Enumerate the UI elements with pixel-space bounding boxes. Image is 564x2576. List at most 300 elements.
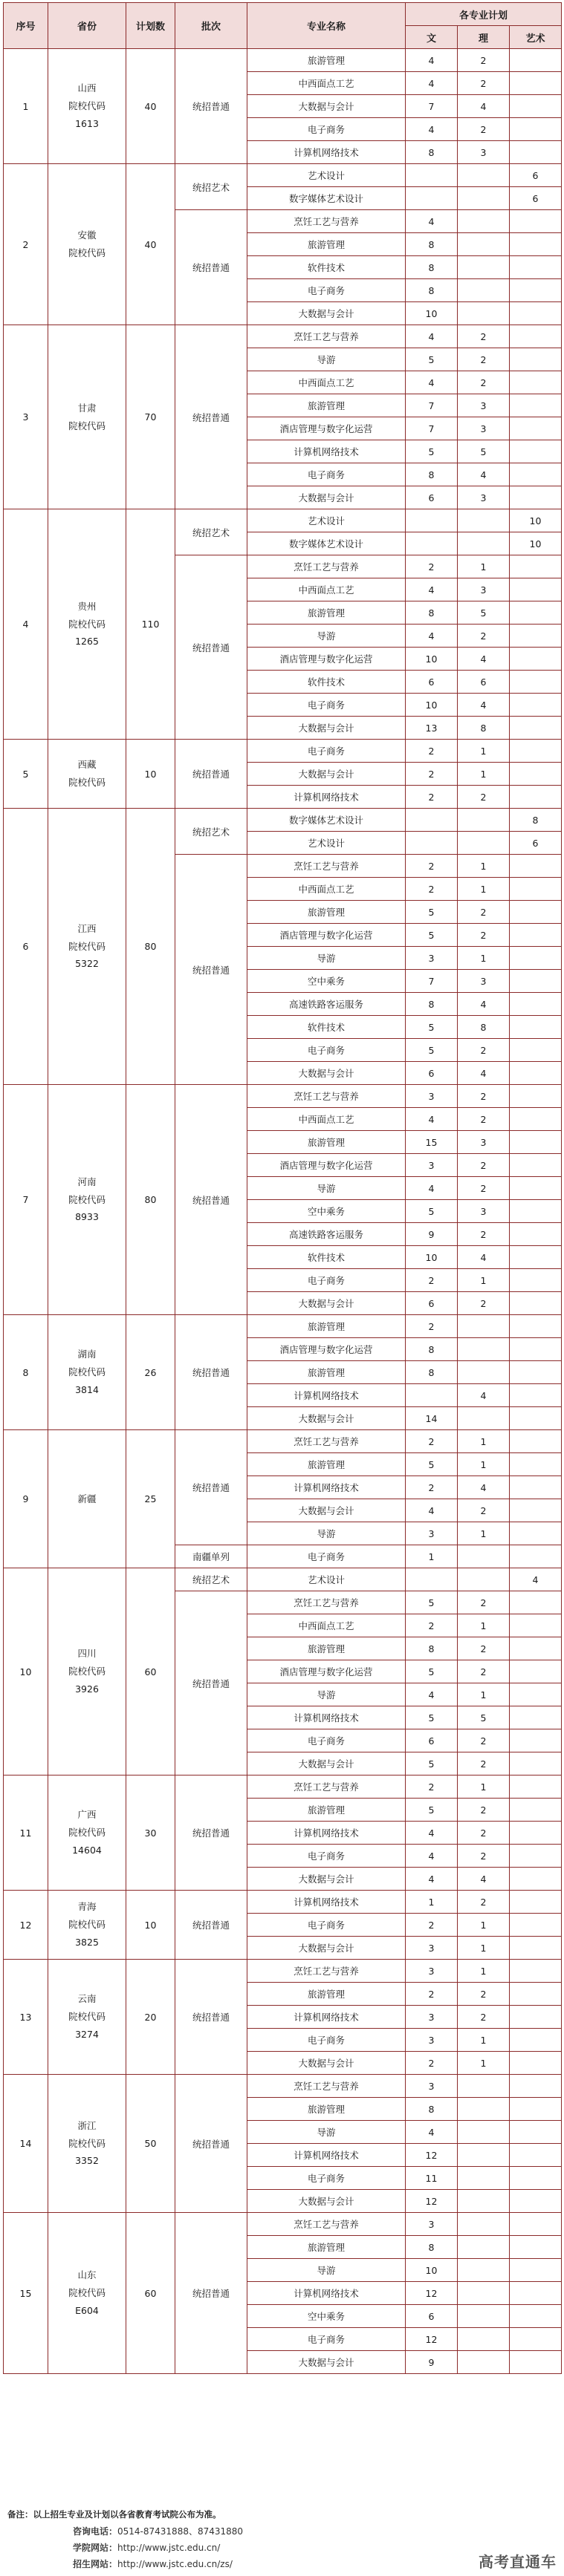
major-cell: 旅游管理 [247,2098,406,2121]
art-count-cell [510,1154,562,1177]
wen-count-cell: 8 [406,279,458,302]
li-count-cell [458,2282,510,2305]
art-count-cell [510,118,562,141]
li-count-cell: 2 [458,924,510,947]
wen-count-cell: 8 [406,993,458,1016]
province-cell [48,164,126,325]
header-province: 省份 [48,3,126,49]
header-seq: 序号 [4,3,48,49]
li-count-cell: 2 [458,2006,510,2029]
art-count-cell [510,1223,562,1246]
province-province: 新疆 [77,1493,97,1504]
art-count-cell [510,2305,562,2328]
art-count-cell [510,671,562,694]
art-count-cell: 10 [510,509,562,532]
table-row [4,325,562,348]
province-cell [48,1568,126,1776]
art-count-cell [510,1062,562,1085]
li-count-cell: 4 [458,463,510,486]
wen-count-cell: 4 [406,1683,458,1706]
art-count-cell [510,555,562,578]
major-cell: 旅游管理 [247,233,406,256]
table-row [4,1776,562,1799]
wen-count-cell: 5 [406,348,458,371]
major-cell: 大数据与会计 [247,2351,406,2374]
art-count-cell [510,394,562,417]
footer-note: 备注：以上招生专业及计划以各省教育考试院公布为准。 [7,2509,221,2520]
art-count-cell [510,1868,562,1891]
art-count-cell: 8 [510,809,562,832]
li-count-cell: 4 [458,1476,510,1499]
art-count-cell [510,625,562,648]
li-count-cell [458,1407,510,1430]
major-cell: 烹饪工艺与营养 [247,210,406,233]
li-count-cell [458,1568,510,1591]
li-count-cell: 5 [458,440,510,463]
wen-count-cell: 8 [406,1637,458,1660]
major-cell: 计算机网络技术 [247,440,406,463]
art-count-cell [510,1960,562,1983]
wen-count-cell: 12 [406,2282,458,2305]
li-count-cell: 1 [458,763,510,786]
wen-count-cell: 10 [406,648,458,671]
art-count-cell [510,1384,562,1407]
wen-count-cell: 2 [406,1430,458,1453]
batch-cell: 统招普通 [175,1960,247,2075]
major-cell: 大数据与会计 [247,1937,406,1960]
wen-count-cell: 8 [406,463,458,486]
art-count-cell [510,95,562,118]
major-cell: 旅游管理 [247,1799,406,1822]
wen-count-cell: 3 [406,1522,458,1545]
art-count-cell [510,1660,562,1683]
footer-site-line [73,2541,220,2554]
wen-count-cell: 5 [406,1591,458,1614]
major-cell: 电子商务 [247,2029,406,2052]
li-count-cell: 3 [458,486,510,509]
li-count-cell [458,509,510,532]
header-wen: 文 [406,26,458,49]
wen-count-cell: 3 [406,2075,458,2098]
li-count-cell: 1 [458,1960,510,1983]
li-count-cell: 2 [458,1108,510,1131]
li-count-cell [458,2305,510,2328]
wen-count-cell: 5 [406,1799,458,1822]
major-cell: 大数据与会计 [247,2190,406,2213]
wen-count-cell: 5 [406,901,458,924]
wen-count-cell: 5 [406,1660,458,1683]
wen-count-cell: 8 [406,1338,458,1361]
batch-cell: 统招普通 [175,555,247,740]
art-count-cell [510,49,562,72]
major-cell: 空中乘务 [247,1200,406,1223]
li-count-cell: 2 [458,1223,510,1246]
li-count-cell [458,2351,510,2374]
art-count-cell [510,2259,562,2282]
footer-site-link[interactable]: http://www.jstc.edu.cn/ [117,2543,221,2553]
wen-count-cell: 4 [406,2121,458,2144]
header-per-major-plan: 各专业计划 [406,3,562,26]
art-count-cell [510,1983,562,2006]
major-cell: 电子商务 [247,2167,406,2190]
province-code: 3814 [75,1383,99,1395]
wen-count-cell: 5 [406,1752,458,1776]
province-cell [48,809,126,1085]
wen-count-cell: 3 [406,947,458,970]
wen-count-cell: 4 [406,371,458,394]
major-cell: 电子商务 [247,463,406,486]
wen-count-cell: 4 [406,578,458,601]
art-count-cell [510,1937,562,1960]
li-count-cell: 2 [458,625,510,648]
art-count-cell [510,463,562,486]
art-count-cell [510,694,562,717]
province-province: 湖南 [77,1349,97,1360]
table-row [4,164,562,187]
li-count-cell: 4 [458,1246,510,1269]
wen-count-cell: 4 [406,49,458,72]
seq-cell: 3 [4,325,48,509]
major-cell: 旅游管理 [247,901,406,924]
li-count-cell: 2 [458,1729,510,1752]
art-count-cell [510,1637,562,1660]
art-count-cell [510,2029,562,2052]
art-count-cell [510,2213,562,2236]
wen-count-cell: 8 [406,233,458,256]
wen-count-cell: 4 [406,625,458,648]
province-code-label: 院校代码 [68,940,106,952]
li-count-cell: 1 [458,947,510,970]
province-code-label: 院校代码 [68,420,106,431]
wen-count-cell: 3 [406,1085,458,1108]
art-count-cell [510,2052,562,2075]
li-count-cell: 5 [458,601,510,625]
wen-count-cell: 12 [406,2144,458,2167]
li-count-cell: 1 [458,1522,510,1545]
li-count-cell [458,2259,510,2282]
art-count-cell: 6 [510,164,562,187]
major-cell: 计算机网络技术 [247,141,406,164]
major-cell: 电子商务 [247,2328,406,2351]
province-code-label: 院校代码 [68,777,106,788]
major-cell: 计算机网络技术 [247,1384,406,1407]
wen-count-cell: 6 [406,1729,458,1752]
seq-cell: 13 [4,1960,48,2075]
art-count-cell [510,901,562,924]
li-count-cell: 1 [458,855,510,878]
li-count-cell [458,210,510,233]
batch-cell: 统招普通 [175,1430,247,1545]
art-count-cell [510,1085,562,1108]
art-count-cell [510,1799,562,1822]
li-count-cell: 1 [458,1683,510,1706]
art-count-cell [510,210,562,233]
province-code: 1265 [75,636,99,648]
li-count-cell [458,279,510,302]
wen-count-cell: 14 [406,1407,458,1430]
art-count-cell [510,2282,562,2305]
wen-count-cell: 10 [406,694,458,717]
footer-site-label: 学院网站： [73,2543,118,2553]
art-count-cell: 10 [510,532,562,555]
footer-admission-label: 招生网站： [73,2559,118,2569]
li-count-cell: 2 [458,1799,510,1822]
footer-admission-line [73,2557,233,2570]
plan-total-cell: 80 [126,809,175,1085]
batch-cell: 统招普通 [175,325,247,509]
art-count-cell [510,970,562,993]
major-cell: 烹饪工艺与营养 [247,1085,406,1108]
wen-count-cell: 6 [406,671,458,694]
table-row [4,1891,562,1914]
major-cell: 大数据与会计 [247,302,406,325]
plan-total-cell: 110 [126,509,175,740]
wen-count-cell: 5 [406,924,458,947]
major-cell: 艺术设计 [247,1568,406,1591]
province-cell [48,325,126,509]
li-count-cell: 2 [458,1499,510,1522]
art-count-cell [510,417,562,440]
major-cell: 导游 [247,1683,406,1706]
wen-count-cell: 2 [406,555,458,578]
table-row [4,740,562,763]
table-row [4,1315,562,1338]
wen-count-cell: 2 [406,763,458,786]
header-li: 理 [458,26,510,49]
li-count-cell: 4 [458,648,510,671]
major-cell: 导游 [247,1177,406,1200]
province-province: 江西 [77,922,97,934]
major-cell: 大数据与会计 [247,1868,406,1891]
table-row [4,1430,562,1453]
art-count-cell [510,302,562,325]
wen-count-cell: 2 [406,1983,458,2006]
major-cell: 酒店管理与数字化运营 [247,417,406,440]
province-province: 云南 [77,1993,97,2005]
major-cell: 烹饪工艺与营养 [247,1960,406,1983]
wen-count-cell: 4 [406,210,458,233]
province-code-label: 院校代码 [68,1827,106,1839]
major-cell: 旅游管理 [247,1361,406,1384]
li-count-cell: 1 [458,1453,510,1476]
li-count-cell: 1 [458,1776,510,1799]
header-major: 专业名称 [247,3,406,49]
art-count-cell [510,325,562,348]
li-count-cell: 4 [458,95,510,118]
art-count-cell [510,763,562,786]
wen-count-cell [406,809,458,832]
major-cell: 烹饪工艺与营养 [247,1591,406,1614]
major-cell: 酒店管理与数字化运营 [247,1154,406,1177]
wen-count-cell: 2 [406,855,458,878]
batch-cell: 统招普通 [175,1776,247,1891]
li-count-cell [458,532,510,555]
batch-cell: 统招普通 [175,740,247,809]
major-cell: 酒店管理与数字化运营 [247,1660,406,1683]
seq-cell: 7 [4,1085,48,1315]
province-code-label: 院校代码 [68,1193,106,1205]
plan-total-cell: 26 [126,1315,175,1430]
footer-admission-link[interactable]: http://www.jstc.edu.cn/zs/ [117,2559,233,2569]
art-count-cell [510,1545,562,1568]
province-code-label: 院校代码 [68,1919,106,1931]
li-count-cell: 4 [458,694,510,717]
batch-cell: 统招普通 [175,2075,247,2213]
province-cell [48,1776,126,1891]
li-count-cell: 3 [458,970,510,993]
province-cell [48,1430,126,1568]
wen-count-cell: 7 [406,95,458,118]
wen-count-cell: 8 [406,601,458,625]
li-count-cell: 2 [458,1752,510,1776]
province-code-label: 院校代码 [68,2287,106,2299]
major-cell: 烹饪工艺与营养 [247,1430,406,1453]
batch-cell: 统招普通 [175,2213,247,2374]
art-count-cell [510,1752,562,1776]
li-count-cell: 5 [458,1706,510,1729]
li-count-cell: 8 [458,717,510,740]
table-row [4,509,562,532]
art-count-cell [510,1614,562,1637]
table-row [4,49,562,72]
major-cell: 数字媒体艺术设计 [247,809,406,832]
major-cell: 软件技术 [247,1246,406,1269]
art-count-cell [510,2098,562,2121]
watermark-text: 高考直通车 [479,2553,557,2571]
footer-phone-line [73,2525,243,2537]
wen-count-cell: 5 [406,1016,458,1039]
major-cell: 烹饪工艺与营养 [247,325,406,348]
art-count-cell [510,786,562,809]
wen-count-cell: 1 [406,1891,458,1914]
wen-count-cell: 2 [406,1269,458,1292]
art-count-cell [510,371,562,394]
batch-cell: 统招普通 [175,49,247,164]
li-count-cell: 2 [458,1591,510,1614]
major-cell: 计算机网络技术 [247,2144,406,2167]
wen-count-cell: 8 [406,141,458,164]
li-count-cell: 2 [458,49,510,72]
province-cell [48,1960,126,2075]
header-plan-total: 计划数 [126,3,175,49]
wen-count-cell [406,164,458,187]
major-cell: 烹饪工艺与营养 [247,1776,406,1799]
major-cell: 导游 [247,947,406,970]
major-cell: 旅游管理 [247,1453,406,1476]
plan-total-cell: 20 [126,1960,175,2075]
art-count-cell [510,1891,562,1914]
province-code: 3274 [75,2028,99,2040]
wen-count-cell: 8 [406,1361,458,1384]
enrollment-plan-table [3,2,562,2374]
wen-count-cell: 5 [406,1200,458,1223]
seq-cell: 5 [4,740,48,809]
li-count-cell: 4 [458,1868,510,1891]
art-count-cell [510,1131,562,1154]
li-count-cell: 2 [458,1085,510,1108]
major-cell: 中西面点工艺 [247,72,406,95]
wen-count-cell: 13 [406,717,458,740]
seq-cell: 4 [4,509,48,740]
major-cell: 软件技术 [247,671,406,694]
wen-count-cell: 12 [406,2190,458,2213]
province-province: 青海 [77,1901,97,1913]
wen-count-cell: 2 [406,786,458,809]
batch-cell: 统招普通 [175,1085,247,1315]
li-count-cell [458,1361,510,1384]
li-count-cell: 4 [458,993,510,1016]
wen-count-cell: 6 [406,486,458,509]
major-cell: 导游 [247,348,406,371]
art-count-cell [510,233,562,256]
art-count-cell [510,1914,562,1937]
art-count-cell [510,1039,562,1062]
table-row [4,1568,562,1591]
wen-count-cell: 3 [406,2213,458,2236]
seq-cell: 12 [4,1891,48,1960]
art-count-cell [510,279,562,302]
plan-total-cell: 70 [126,325,175,509]
li-count-cell [458,1315,510,1338]
wen-count-cell: 2 [406,2052,458,2075]
major-cell: 大数据与会计 [247,717,406,740]
province-cell [48,2213,126,2374]
art-count-cell [510,740,562,763]
wen-count-cell: 2 [406,1914,458,1937]
wen-count-cell: 2 [406,878,458,901]
li-count-cell: 4 [458,1384,510,1407]
major-cell: 艺术设计 [247,832,406,855]
li-count-cell [458,233,510,256]
province-province: 山西 [77,82,97,94]
li-count-cell [458,2121,510,2144]
province-province: 河南 [77,1175,97,1187]
plan-table-body [4,49,562,2374]
batch-cell: 统招普通 [175,1591,247,1776]
province-code-label: 院校代码 [68,1366,106,1378]
major-cell: 电子商务 [247,279,406,302]
art-count-cell [510,1338,562,1361]
wen-count-cell: 2 [406,1776,458,1799]
art-count-cell [510,1845,562,1868]
li-count-cell [458,2098,510,2121]
major-cell: 电子商务 [247,1845,406,1868]
li-count-cell [458,2144,510,2167]
art-count-cell [510,348,562,371]
seq-cell: 1 [4,49,48,164]
li-count-cell: 2 [458,1983,510,2006]
province-code: 3926 [75,1683,99,1695]
province-code-label: 院校代码 [68,1666,106,1677]
province-cell [48,1891,126,1960]
li-count-cell [458,2236,510,2259]
major-cell: 电子商务 [247,1039,406,1062]
major-cell: 中西面点工艺 [247,878,406,901]
li-count-cell: 2 [458,1039,510,1062]
wen-count-cell [406,187,458,210]
art-count-cell [510,1016,562,1039]
province-cell [48,1085,126,1315]
li-count-cell: 2 [458,72,510,95]
art-count-cell [510,878,562,901]
plan-total-cell: 60 [126,2213,175,2374]
wen-count-cell: 6 [406,2305,458,2328]
province-code: E604 [75,2304,99,2316]
wen-count-cell: 5 [406,1039,458,1062]
wen-count-cell: 4 [406,325,458,348]
wen-count-cell: 10 [406,1246,458,1269]
major-cell: 旅游管理 [247,394,406,417]
